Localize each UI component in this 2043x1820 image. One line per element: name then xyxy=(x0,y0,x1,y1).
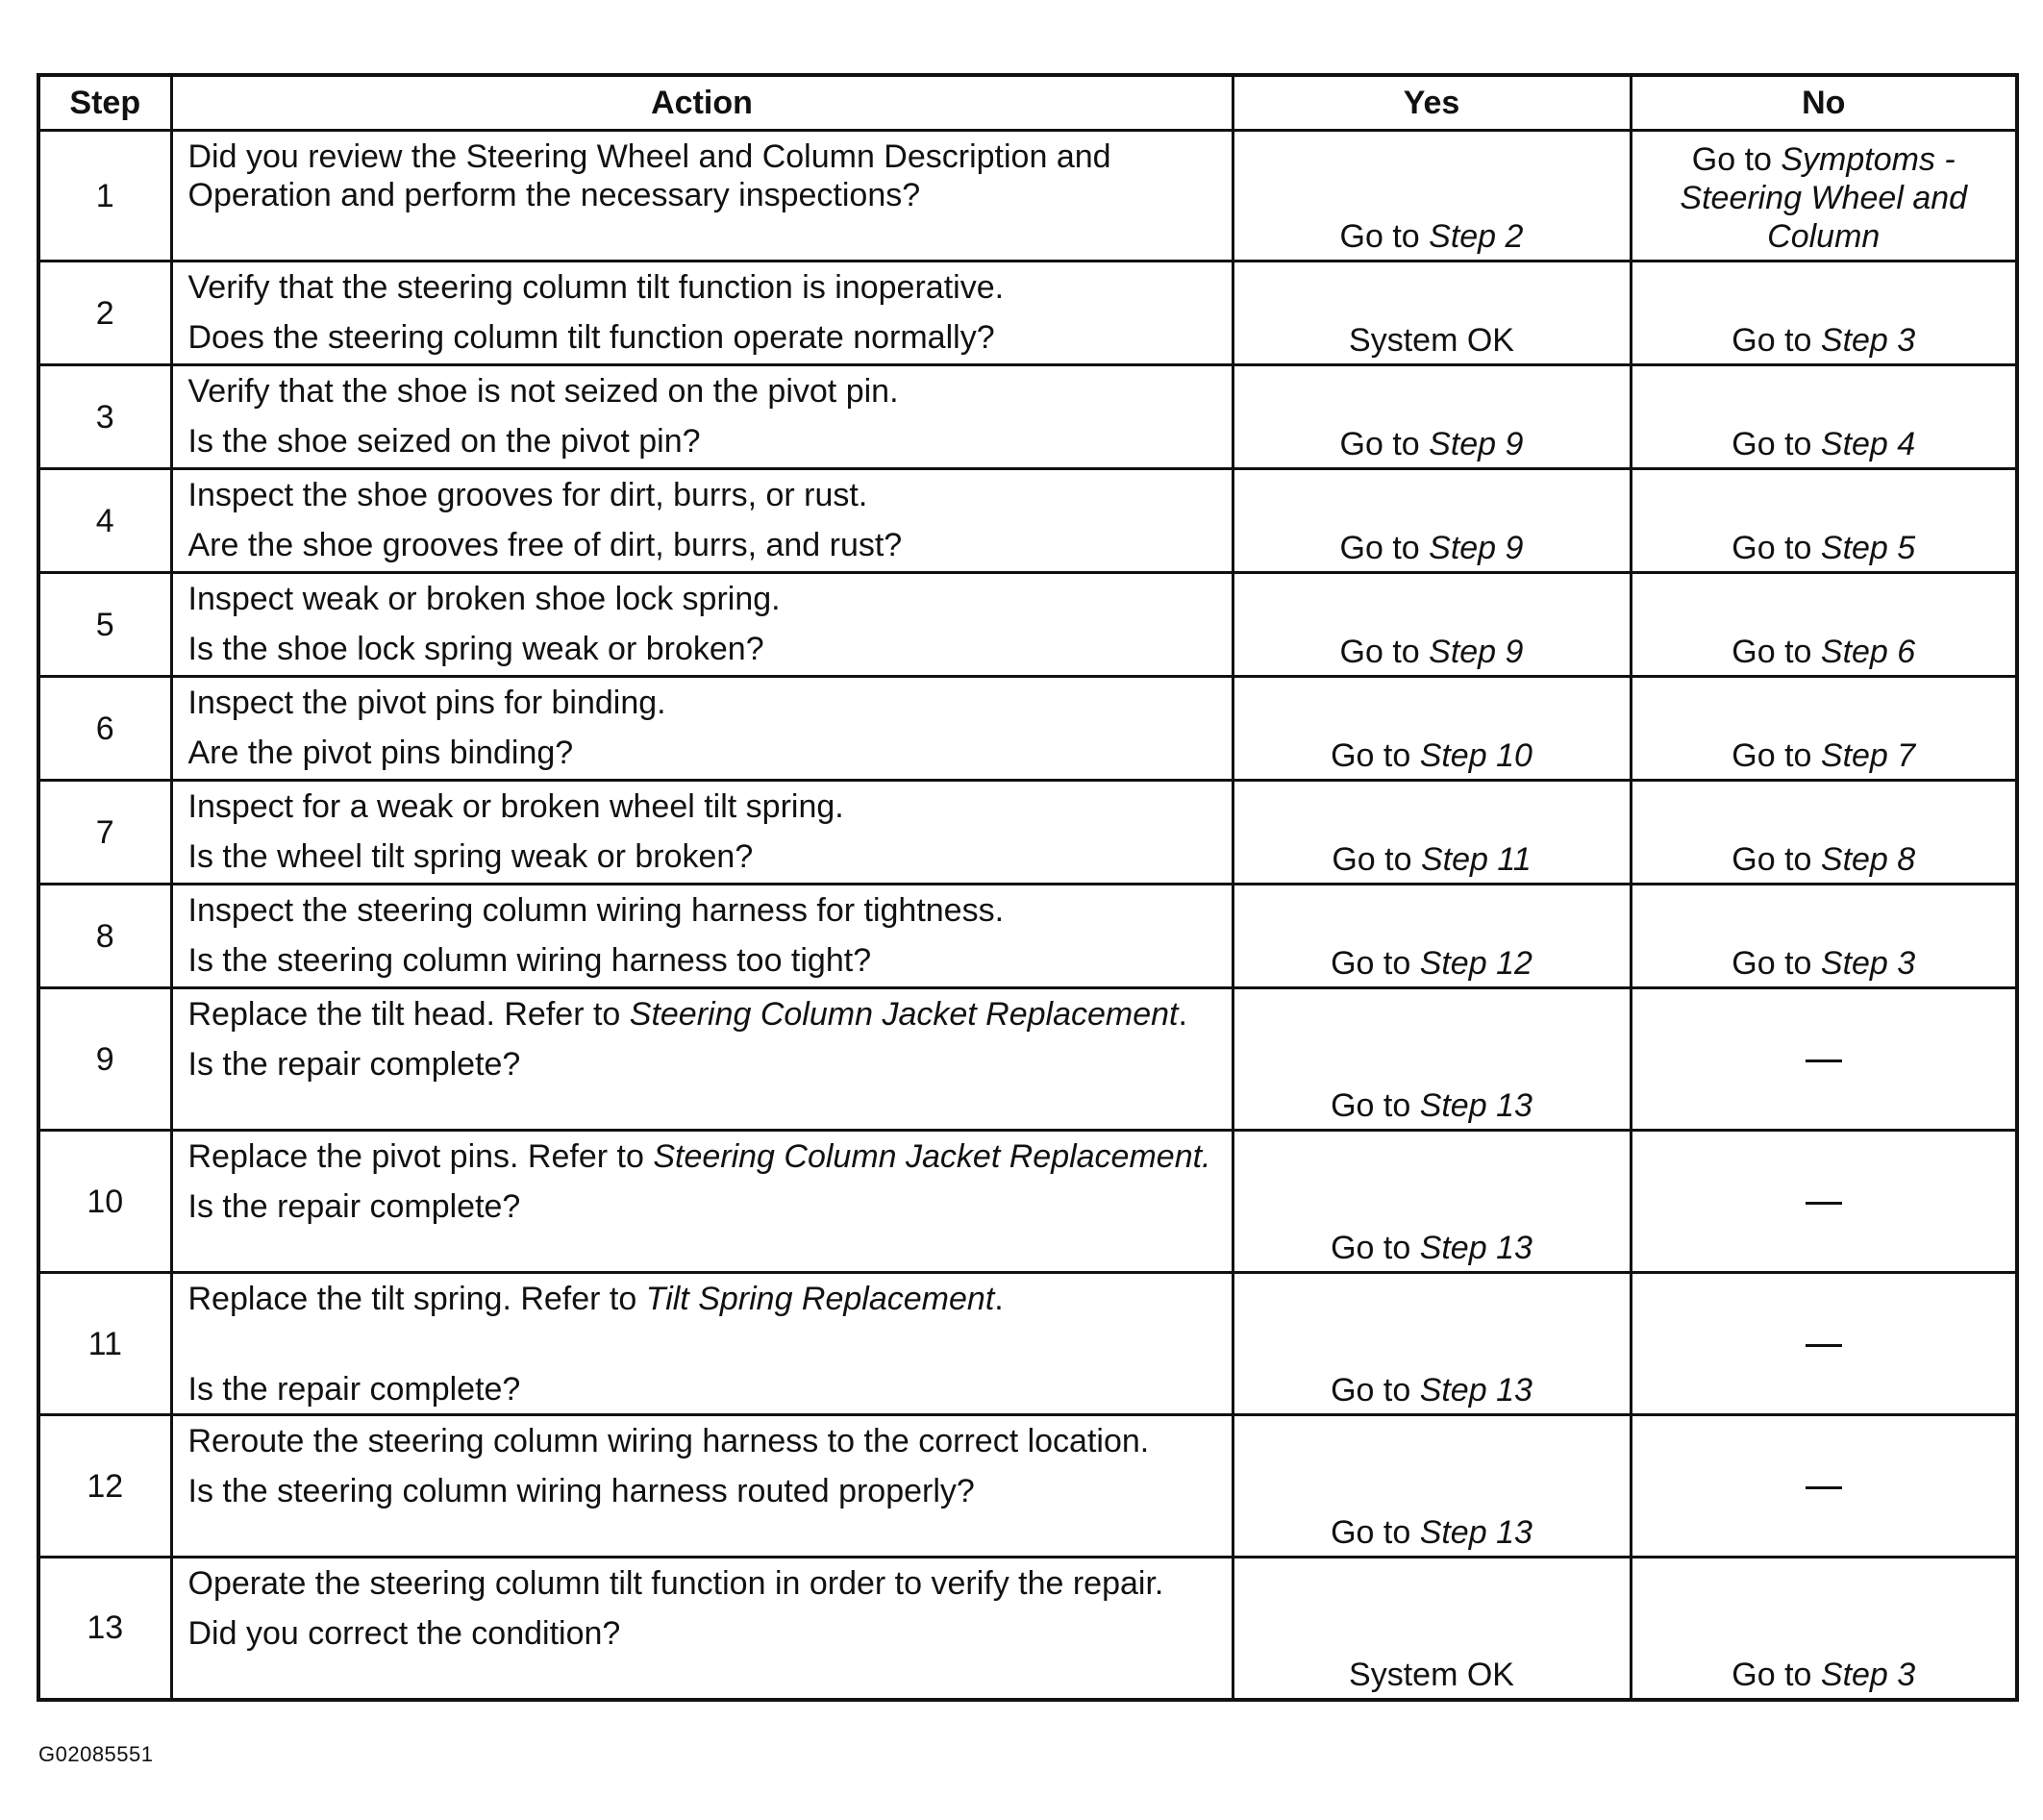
no-reference: Step 3 xyxy=(1820,322,1916,359)
step-number: 9 xyxy=(38,988,171,1131)
step-number: 5 xyxy=(38,573,171,677)
step-number: 12 xyxy=(38,1415,171,1558)
step-number: 8 xyxy=(38,885,171,988)
yes-reference: Step 13 xyxy=(1419,1514,1532,1551)
action-suffix: . xyxy=(1178,996,1187,1033)
yes-reference: Step 13 xyxy=(1419,1230,1532,1266)
diagnostic-table xyxy=(37,73,2019,1702)
action-text xyxy=(188,1137,1222,1176)
no-reference: Step 6 xyxy=(1820,634,1916,670)
step-number: 13 xyxy=(38,1558,171,1700)
action-text xyxy=(188,1564,1222,1603)
yes-text: Go to xyxy=(1331,1087,1420,1124)
yes-text: System OK xyxy=(1349,1656,1514,1693)
action-cell xyxy=(171,131,1233,262)
action-reference: Steering Column Jacket Replacement. xyxy=(653,1138,1211,1175)
action-cell xyxy=(171,1131,1233,1273)
action-text xyxy=(188,476,1222,514)
action-instruction: Inspect the steering column wiring harness for tightness. xyxy=(187,892,1005,929)
action-instruction: Verify that the shoe is not seized on the pivot pin. xyxy=(187,373,899,410)
table-row xyxy=(38,1558,2017,1700)
yes-reference: Step 12 xyxy=(1419,945,1532,982)
yes-cell xyxy=(1233,885,1631,988)
figure-id: G02085551 xyxy=(38,1742,154,1766)
step-number: 6 xyxy=(38,677,171,781)
table-header xyxy=(38,75,2017,131)
table-row xyxy=(38,1273,2017,1415)
table-row xyxy=(38,677,2017,781)
no-cell xyxy=(1631,469,2017,573)
action-question: Is the shoe lock spring weak or broken? xyxy=(187,631,764,667)
step-number: 2 xyxy=(38,262,171,365)
action-cell xyxy=(171,1415,1233,1558)
action-instruction: Replace the tilt head. Refer to xyxy=(187,996,630,1033)
action-reference: Steering Column Jacket Replacement xyxy=(629,996,1179,1033)
action-instruction: Did you review the Steering Wheel and Column Description and Operation and perform the necessary inspections? xyxy=(187,138,1111,213)
action-text xyxy=(188,995,1222,1034)
step-number: 7 xyxy=(38,781,171,885)
yes-cell xyxy=(1233,781,1631,885)
action-question: Is the repair complete? xyxy=(187,1188,521,1225)
no-dash xyxy=(1806,1202,1842,1205)
table-row xyxy=(38,1131,2017,1273)
action-cell xyxy=(171,781,1233,885)
yes-text: Go to xyxy=(1339,426,1430,462)
yes-cell xyxy=(1233,573,1631,677)
step-number: 4 xyxy=(38,469,171,573)
header-action: Action xyxy=(171,75,1233,131)
action-cell xyxy=(171,677,1233,781)
yes-cell xyxy=(1233,469,1631,573)
action-question: Is the shoe seized on the pivot pin? xyxy=(187,423,701,460)
no-reference: Symptoms - Steering Wheel and Column xyxy=(1680,141,1968,255)
action-instruction: Replace the tilt spring. Refer to xyxy=(187,1281,646,1317)
yes-cell xyxy=(1233,1131,1631,1273)
no-cell xyxy=(1631,131,2017,262)
yes-cell xyxy=(1233,1558,1631,1700)
action-instruction: Inspect the pivot pins for binding. xyxy=(187,685,666,721)
action-cell xyxy=(171,262,1233,365)
header-yes: Yes xyxy=(1233,75,1631,131)
yes-cell xyxy=(1233,365,1631,469)
yes-text: Go to xyxy=(1339,634,1430,670)
action-cell xyxy=(171,1273,1233,1415)
action-text xyxy=(188,787,1222,826)
action-text xyxy=(188,684,1222,722)
yes-reference: Step 13 xyxy=(1419,1087,1532,1124)
yes-cell xyxy=(1233,262,1631,365)
no-cell xyxy=(1631,573,2017,677)
no-text: Go to xyxy=(1732,1656,1821,1693)
action-question: Did you correct the condition? xyxy=(187,1615,621,1652)
table-row xyxy=(38,885,2017,988)
action-suffix: . xyxy=(994,1281,1004,1317)
table-row xyxy=(38,781,2017,885)
no-cell xyxy=(1631,1558,2017,1700)
yes-reference: Step 9 xyxy=(1429,426,1524,462)
action-text xyxy=(188,137,1222,214)
step-number: 11 xyxy=(38,1273,171,1415)
step-number: 10 xyxy=(38,1131,171,1273)
action-question: Are the shoe grooves free of dirt, burrs, and rust? xyxy=(187,527,903,563)
no-cell xyxy=(1631,677,2017,781)
action-text xyxy=(188,1422,1222,1460)
action-text xyxy=(188,891,1222,930)
no-reference: Step 4 xyxy=(1820,426,1916,462)
yes-reference: Step 11 xyxy=(1420,841,1532,878)
no-reference: Step 3 xyxy=(1820,945,1916,982)
yes-reference: Step 9 xyxy=(1429,634,1524,670)
no-dash xyxy=(1806,1060,1842,1062)
no-text: Go to xyxy=(1732,426,1821,462)
action-cell xyxy=(171,1558,1233,1700)
no-reference: Step 7 xyxy=(1820,737,1916,774)
action-instruction: Inspect for a weak or broken wheel tilt spring. xyxy=(187,788,844,825)
yes-text: Go to xyxy=(1331,945,1420,982)
yes-cell xyxy=(1233,1415,1631,1558)
no-cell xyxy=(1631,885,2017,988)
yes-text: Go to xyxy=(1331,737,1420,774)
no-cell xyxy=(1631,988,2017,1131)
no-cell xyxy=(1631,781,2017,885)
action-instruction: Reroute the steering column wiring harness to the correct location. xyxy=(187,1423,1150,1459)
yes-reference: Step 9 xyxy=(1429,530,1524,566)
no-text: Go to xyxy=(1732,945,1821,982)
no-text: Go to xyxy=(1732,634,1821,670)
action-question: Is the steering column wiring harness too tight? xyxy=(187,942,872,979)
action-question: Does the steering column tilt function operate normally? xyxy=(187,319,995,356)
no-text: Go to xyxy=(1732,530,1821,566)
yes-cell xyxy=(1233,131,1631,262)
yes-text: Go to xyxy=(1331,1230,1420,1266)
table-row xyxy=(38,262,2017,365)
action-cell xyxy=(171,469,1233,573)
table-row xyxy=(38,131,2017,262)
no-cell xyxy=(1631,262,2017,365)
action-text xyxy=(188,268,1222,307)
table-row xyxy=(38,365,2017,469)
action-question: Are the pivot pins binding? xyxy=(187,735,574,771)
action-cell xyxy=(171,365,1233,469)
yes-text: Go to xyxy=(1332,841,1421,878)
table-row xyxy=(38,573,2017,677)
no-dash xyxy=(1806,1486,1842,1489)
yes-text: Go to xyxy=(1339,218,1430,255)
no-cell xyxy=(1631,1415,2017,1558)
no-reference: Step 5 xyxy=(1820,530,1916,566)
yes-cell xyxy=(1233,677,1631,781)
action-text xyxy=(188,1280,1222,1318)
no-text: Go to xyxy=(1732,841,1821,878)
action-cell xyxy=(171,988,1233,1131)
yes-cell xyxy=(1233,1273,1631,1415)
action-text xyxy=(188,372,1222,411)
action-instruction: Inspect weak or broken shoe lock spring. xyxy=(187,581,781,617)
yes-text: Go to xyxy=(1331,1514,1420,1551)
step-number: 3 xyxy=(38,365,171,469)
header-step: Step xyxy=(38,75,171,131)
no-reference: Step 3 xyxy=(1820,1656,1916,1693)
action-instruction: Verify that the steering column tilt function is inoperative. xyxy=(187,269,1005,306)
no-text: Go to xyxy=(1732,322,1821,359)
yes-text: Go to xyxy=(1331,1372,1420,1409)
no-cell xyxy=(1631,1131,2017,1273)
action-question: Is the repair complete? xyxy=(187,1046,521,1083)
no-text: Go to xyxy=(1691,141,1781,178)
action-question: Is the steering column wiring harness routed properly? xyxy=(187,1473,975,1509)
table-row xyxy=(38,1415,2017,1558)
yes-text: System OK xyxy=(1349,322,1514,359)
no-text: Go to xyxy=(1732,737,1821,774)
yes-cell xyxy=(1233,988,1631,1131)
action-instruction: Operate the steering column tilt function in order to verify the repair. xyxy=(187,1565,1164,1602)
table-body xyxy=(38,131,2017,1700)
action-cell xyxy=(171,573,1233,677)
table-row xyxy=(38,469,2017,573)
yes-reference: Step 10 xyxy=(1419,737,1532,774)
action-question: Is the repair complete? xyxy=(187,1371,521,1408)
action-reference: Tilt Spring Replacement xyxy=(645,1281,995,1317)
table-row xyxy=(38,988,2017,1131)
action-instruction: Inspect the shoe grooves for dirt, burrs, or rust. xyxy=(187,477,868,513)
action-cell xyxy=(171,885,1233,988)
header-no: No xyxy=(1631,75,2017,131)
yes-text: Go to xyxy=(1339,530,1430,566)
no-cell xyxy=(1631,1273,2017,1415)
yes-reference: Step 13 xyxy=(1419,1372,1532,1409)
action-text xyxy=(188,580,1222,618)
action-instruction: Replace the pivot pins. Refer to xyxy=(187,1138,654,1175)
yes-reference: Step 2 xyxy=(1429,218,1524,255)
step-number: 1 xyxy=(38,131,171,262)
action-question: Is the wheel tilt spring weak or broken? xyxy=(187,838,754,875)
header-row xyxy=(38,75,2017,131)
no-reference: Step 8 xyxy=(1820,841,1916,878)
no-dash xyxy=(1806,1344,1842,1347)
no-cell xyxy=(1631,365,2017,469)
